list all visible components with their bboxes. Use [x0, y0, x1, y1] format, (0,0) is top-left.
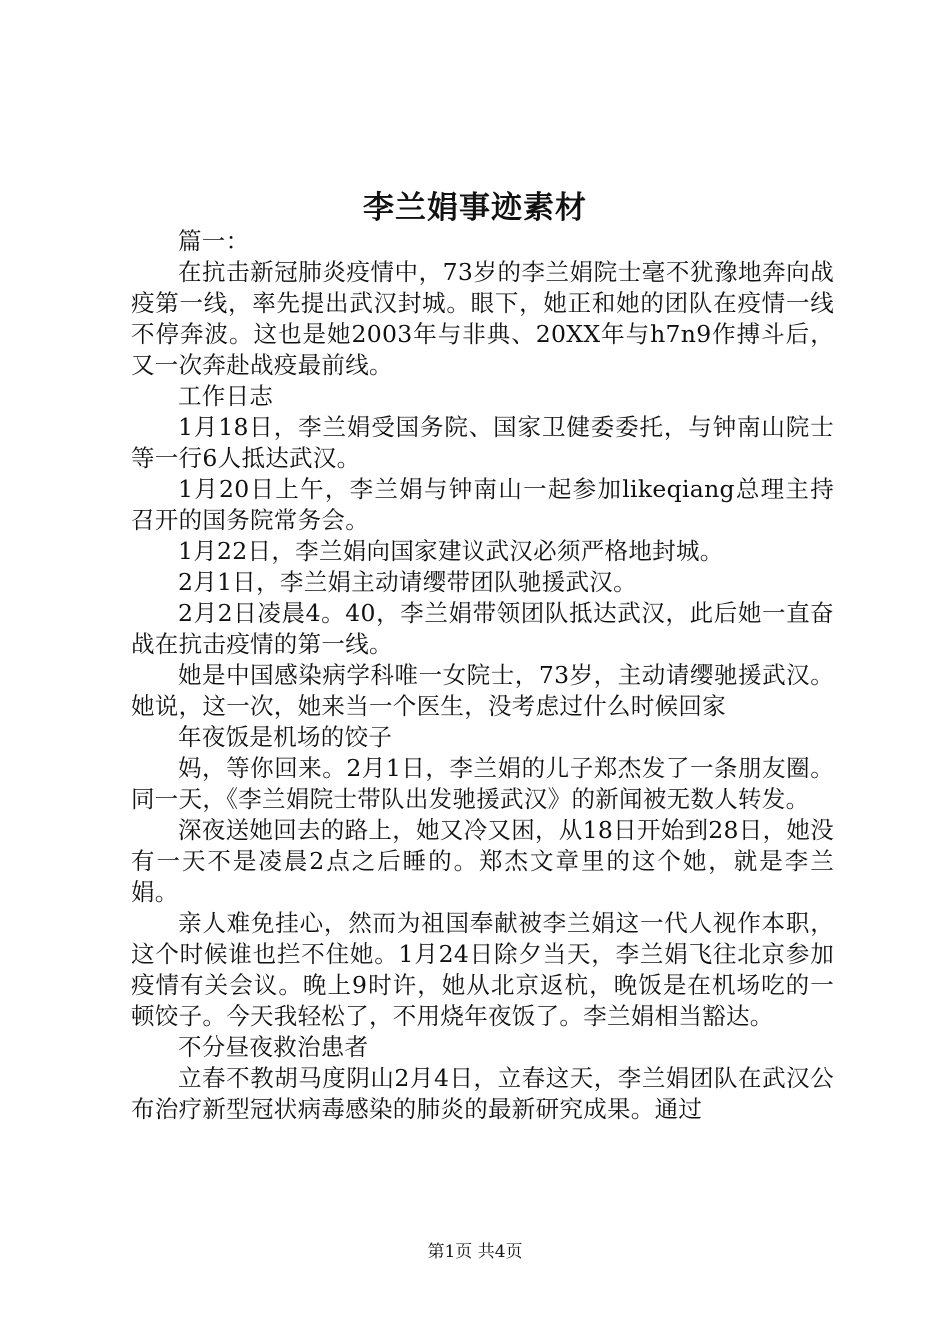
paragraph: 1月18日，李兰娟受国务院、国家卫健委委托，与钟南山院士等一行6人抵达武汉。	[131, 413, 834, 472]
section-heading: 工作日志	[178, 382, 274, 410]
paragraph: 1月20日上午，李兰娟与钟南山一起参加likeqiang总理主持召开的国务院常务会。	[131, 475, 834, 534]
paragraph: 在抗击新冠肺炎疫情中，73岁的李兰娟院士毫不犹豫地奔向战疫第一线，率先提出武汉封城。眼下，她正和她的团队在疫情一线不停奔波。这也是她2003年与非典、20XX年与h7n9作搏斗后，又一次奔赴战疫最前线。	[131, 258, 834, 379]
section-heading: 不分昼夜救治患者	[178, 1033, 369, 1061]
document-body	[131, 226, 834, 1125]
section-heading: 年夜饭是机场的饺子	[178, 723, 393, 751]
paragraph: 2月2日凌晨4。40，李兰娟带领团队抵达武汉，此后她一直奋战在抗击疫情的第一线。	[131, 599, 834, 658]
paragraph: 2月1日，李兰娟主动请缨带团队驰援武汉。	[178, 568, 637, 596]
paragraph: 亲人难免挂心，然而为祖国奉献被李兰娟这一代人视作本职，这个时候谁也拦不住她。1月24日除夕当天，李兰娟飞往北京参加疫情有关会议。晚上9时许，她从北京返杭，晚饭是在机场吃的一顿饺子。今天我轻松了，不用烧年夜饭了。李兰娟相当豁达。	[131, 909, 834, 1030]
paragraph: 1月22日，李兰娟向国家建议武汉必须严格地封城。	[178, 537, 724, 565]
paragraph: 妈，等你回来。2月1日，李兰娟的儿子郑杰发了一条朋友圈。同一天，《李兰娟院士带队出发驰援武汉》的新闻被无数人转发。	[131, 754, 834, 813]
paragraph: 立春不教胡马度阴山2月4日，立春这天，李兰娟团队在武汉公布治疗新型冠状病毒感染的肺炎的最新研究成果。通过	[131, 1064, 834, 1123]
document-title: 李兰娟事迹素材	[363, 190, 587, 226]
paragraph: 深夜送她回去的路上，她又冷又困，从18日开始到28日，她没有一天不是凌晨2点之后睡的。郑杰文章里的这个她，就是李兰娟。	[131, 816, 835, 906]
page-number-footer: 第1页 共4页	[427, 1242, 523, 1262]
paragraph: 她是中国感染病学科唯一女院士，73岁，主动请缨驰援武汉。她说，这一次，她来当一个医生，没考虑过什么时候回家	[131, 661, 834, 720]
paragraph: 篇一：	[178, 227, 250, 255]
